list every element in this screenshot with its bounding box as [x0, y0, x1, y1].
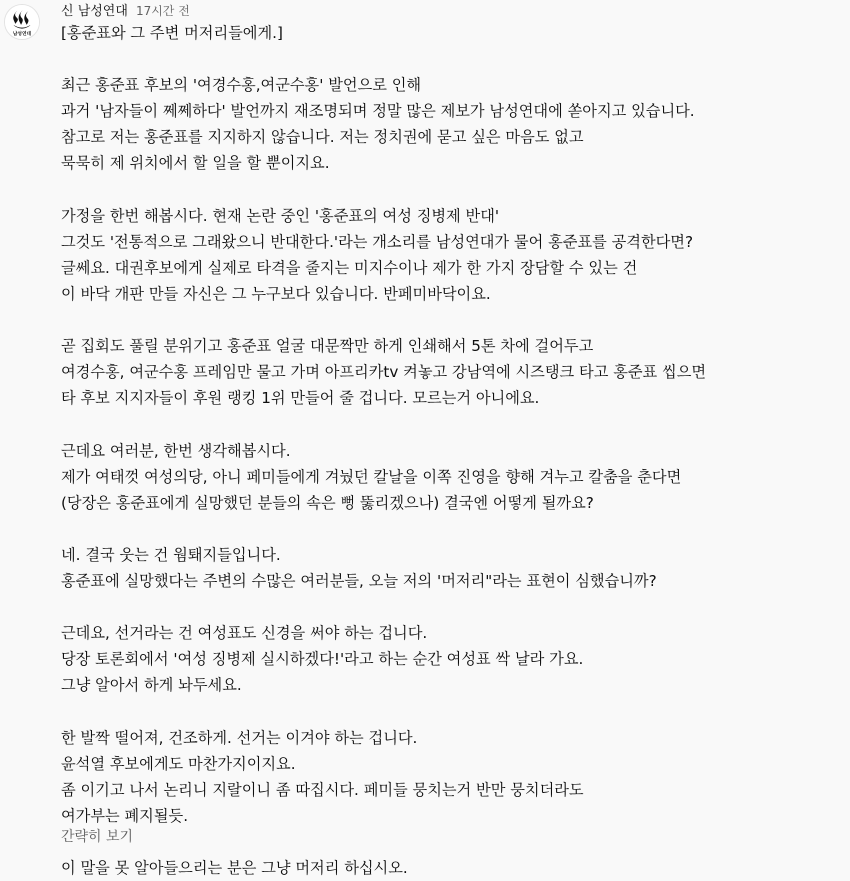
- comment-line: 홍준표에 실망했다는 주변의 수많은 여러분들, 오늘 저의 '머저리"라는 표현이 심했습니까?: [61, 571, 657, 590]
- comment-line: 가정을 한번 해봅시다. 현재 논란 중인 '홍준표의 여성 징병제 반대': [61, 206, 500, 225]
- paragraph-gap: [61, 46, 841, 72]
- paragraph-gap: [61, 411, 841, 437]
- comment-line: 한 발짝 떨어져, 건조하게. 선거는 이겨야 하는 겁니다.: [61, 728, 418, 747]
- comment-text: [61, 20, 841, 881]
- paragraph-gap: [61, 698, 841, 724]
- comment-line: [홍준표와 그 주변 머저리들에게.]: [61, 24, 283, 42]
- comment-line: 과거 '남자들이 쩨쩨하다' 발언까지 재조명되며 정말 많은 제보가 남성연대에 쏟아지고 있습니다.: [61, 102, 695, 121]
- comment-line: 근데요 여러분, 한번 생각해봅시다.: [61, 441, 291, 460]
- nsyd-flame-logo-icon: [5, 5, 39, 39]
- comment-line: 그냥 알아서 하게 놔두세요.: [61, 676, 242, 695]
- comment-line: 참고로 저는 홍준표를 지지하지 않습니다. 저는 정치권에 묻고 싶은 마음도 없고: [61, 128, 584, 147]
- comment-line: 이 바닥 개판 만들 자신은 그 누구보다 있습니다. 반페미바닥이요.: [61, 284, 491, 303]
- comment-line: (당장은 홍준표에게 실망했던 분들의 속은 뻥 뚫리겠으나) 결국엔 어떻게 될까요?: [61, 493, 594, 512]
- avatar-logo-text: 남성연대: [12, 31, 32, 37]
- comment-line: 타 후보 지지자들이 후원 랭킹 1위 만들어 줄 겁니다. 모르는거 아니에요.: [61, 389, 540, 408]
- comment-line: 이 말을 못 알아들으리는 분은 그냥 머저리 하십시오.: [61, 859, 408, 877]
- paragraph-gap: [61, 177, 841, 203]
- comment-line: 여경수홍, 여군수홍 프레임만 물고 가며 아프리카tv 켜놓고 강남역에 시즈탱크 타고 홍준표 씹으면: [61, 363, 707, 382]
- comment-line: 여가부는 폐지될듯.: [61, 806, 189, 825]
- paragraph-gap: [61, 307, 841, 333]
- paragraph-gap: [61, 829, 841, 855]
- show-less-button[interactable]: 간략히 보기: [61, 829, 134, 845]
- published-time[interactable]: 17시간 전: [135, 4, 190, 18]
- comment-line: 최근 홍준표 후보의 '여경수홍,여군수홍' 발언으로 인해: [61, 76, 422, 95]
- author-name[interactable]: 신 남성연대: [61, 4, 128, 19]
- comment-line: 근데요, 선거라는 건 여성표도 신경을 써야 하는 겁니다.: [61, 624, 428, 643]
- paragraph-gap: [61, 594, 841, 620]
- comment-header: [61, 0, 190, 20]
- comment-line: 묵묵히 제 위치에서 할 일을 할 뿐이지요.: [61, 154, 330, 173]
- paragraph-gap: [61, 516, 841, 542]
- comment-line: 곧 집회도 풀릴 분위기고 홍준표 얼굴 대문짝만 하게 인쇄해서 5톤 차에 걸어두고: [61, 337, 594, 356]
- channel-avatar[interactable]: [4, 4, 40, 40]
- comment-line: 그것도 '전통적으로 그래왔으니 반대한다.'라는 개소리를 남성연대가 물어 홍준표를 공격한다면?: [61, 232, 694, 251]
- comment-line: 네. 결국 웃는 건 웜퇘지들입니다.: [61, 545, 281, 564]
- comment-line: 당장 토론회에서 '여성 징병제 실시하겠다!'라고 하는 순간 여성표 싹 날라 가요.: [61, 650, 584, 669]
- comment-line: 글쎄요. 대권후보에게 실제로 타격을 줄지는 미지수이나 제가 한 가지 장담할 수 있는 건: [61, 258, 638, 277]
- comment-line: 윤석열 후보에게도 마찬가지이지요.: [61, 754, 296, 773]
- comment-line: 좀 이기고 나서 논리니 지랄이니 좀 따집시다. 페미들 뭉치는거 반만 뭉치더라도: [61, 780, 584, 799]
- comment-line: 제가 여태껏 여성의당, 아니 페미들에게 겨눴던 칼날을 이쪽 진영을 향해 겨누고 칼춤을 춘다면: [61, 467, 682, 486]
